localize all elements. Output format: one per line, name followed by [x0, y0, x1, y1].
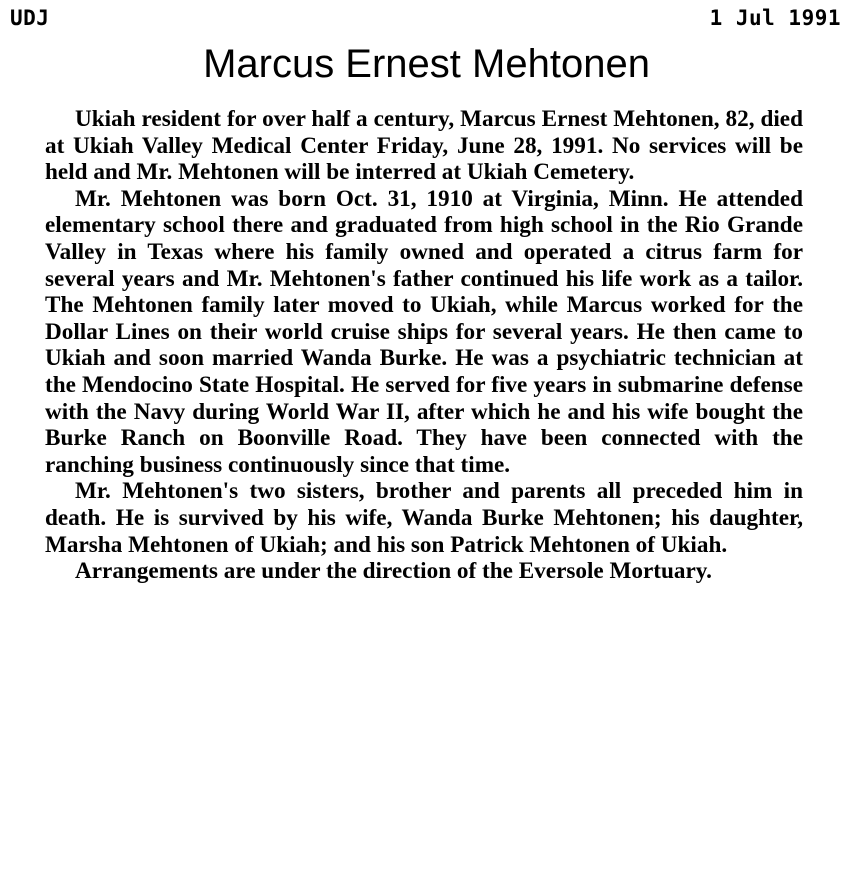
paragraph-death-notice: Ukiah resident for over half a century, Marcus Ernest Mehtonen, 82, died at Ukiah Valley Medical Center Friday, June 28, 1991. No services will be held and Mr. Mehtonen will be interred at Ukiah Cemetery. [45, 106, 803, 186]
publication-date: 1 Jul 1991 [709, 6, 841, 30]
obituary-title: Marcus Ernest Mehtonen [203, 42, 650, 86]
paragraph-life-history: Mr. Mehtonen was born Oct. 31, 1910 at Virginia, Minn. He attended elementary school there and graduated from high school in the Rio Grande Valley in Texas where his family owned and operated a citrus farm for several years and Mr. Mehtonen's father continued his life work as a tailor. The Mehtonen family later moved to Ukiah, while Marcus worked for the Dollar Lines on their world cruise ships for several years. He then came to Ukiah and soon married Wanda Burke. He was a psychiatric technician at the Mendocino State Hospital. He served for five years in submarine defense with the Navy during World War II, after which he and his wife bought the Burke Ranch on Boonville Road. They have been connected with the ranching business continuously since that time. [45, 185, 803, 478]
obituary-body [45, 106, 803, 585]
newspaper-source: UDJ [10, 6, 50, 30]
paragraph-survivors: Mr. Mehtonen's two sisters, brother and parents all preceded him in death. He is survived by his wife, Wanda Burke Mehtonen; his daughter, Marsha Mehtonen of Ukiah; and his son Patrick Mehtonen of Ukiah. [45, 478, 803, 558]
paragraph-arrangements: Arrangements are under the direction of the Eversole Mortuary. [75, 558, 712, 585]
